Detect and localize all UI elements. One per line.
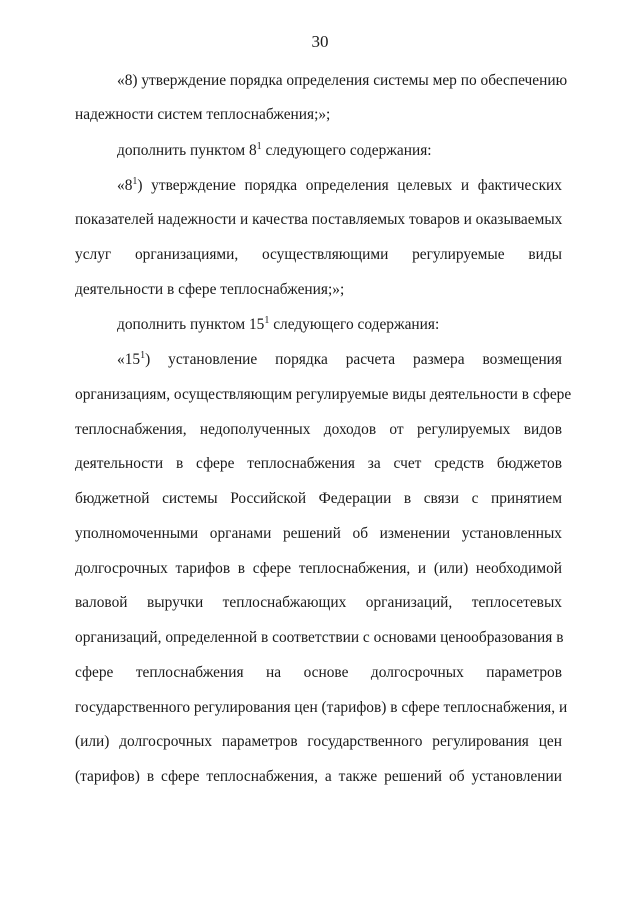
text-line: «8) утверждение порядка определения системы мер по обеспечению [117,72,568,89]
text-line: валовой выручки теплоснабжающих организаций, теплосетевых [75,594,562,611]
text-fragment: следующего содержания: [269,316,440,333]
text-fragment: ) установление порядка расчета размера возмещения [145,351,562,368]
text-line [117,350,562,370]
text-line: надежности систем теплоснабжения;»; [75,106,331,123]
superscript: 1 [140,350,146,361]
text-line: деятельности в сфере теплоснабжения;»; [75,281,345,298]
superscript: 1 [264,315,270,326]
page-number: 30 [311,32,329,51]
text-line: организациям, осуществляющим регулируемые виды деятельности в сфере [75,386,572,403]
text-line: государственного регулирования цен (тарифов) в сфере теплоснабжения, и [75,699,568,716]
text-fragment: дополнить пунктом 8 [117,142,257,159]
text-fragment: дополнить пунктом 15 [117,316,265,333]
text-line: услуг организациями, осуществляющими регулируемые виды [75,246,562,263]
superscript: 1 [132,176,138,187]
text-fragment: «8 [117,177,133,194]
text-line: организаций, определенной в соответствии с основами ценообразования в [75,629,564,646]
text-line: уполномоченными органами решений об изменении установленных [75,525,562,542]
text-fragment: «15 [117,351,141,368]
text-line: (или) долгосрочных параметров государственного регулирования цен [75,733,562,750]
text-line: показателей надежности и качества поставляемых товаров и оказываемых [75,211,563,228]
text-line: долгосрочных тарифов в сфере теплоснабжения, и (или) необходимой [75,560,562,577]
text-fragment: ) утверждение порядка определения целевых и фактических [137,177,562,194]
text-line: (тарифов) в сфере теплоснабжения, а также решений об установлении [75,768,562,785]
text-line [117,176,562,196]
text-line [117,141,562,161]
text-line: теплоснабжения, недополученных доходов от регулируемых видов [75,421,562,438]
text-line: сфере теплоснабжения на основе долгосрочных параметров [75,664,562,681]
text-line [117,315,562,335]
text-line: бюджетной системы Российской Федерации в связи с принятием [75,490,562,507]
text-fragment: следующего содержания: [261,142,432,159]
superscript: 1 [256,141,262,152]
text-line: деятельности в сфере теплоснабжения за счет средств бюджетов [75,455,562,472]
